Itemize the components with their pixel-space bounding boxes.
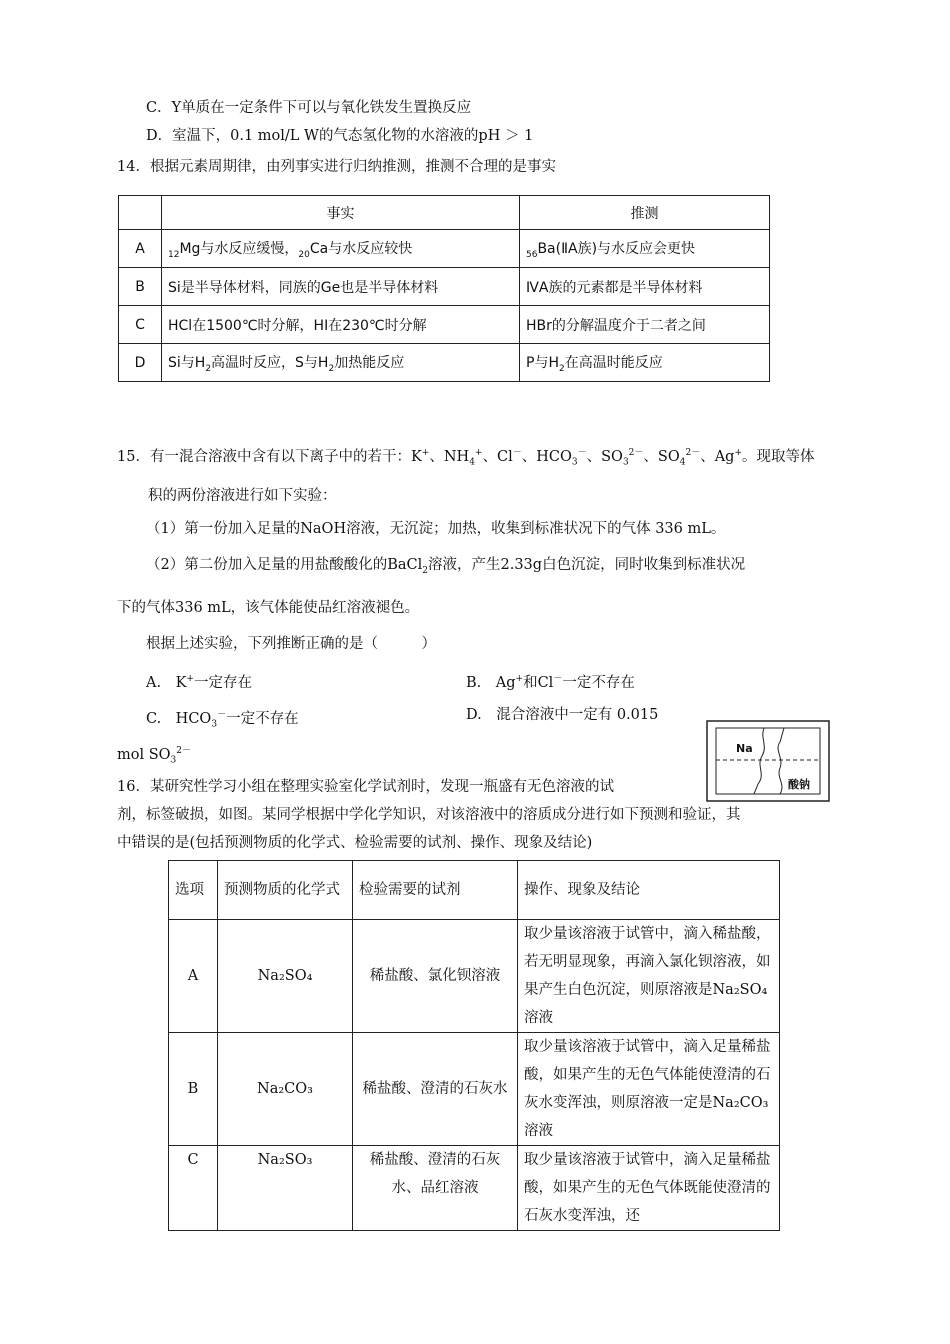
row-fact: Si与$H_2$高温时反应，S与$H_2$加热能反应 — [162, 344, 520, 382]
header-fact: 事实 — [162, 196, 520, 230]
row-guess: P与$H_2$在高温时能反应 — [520, 344, 770, 382]
table-row — [169, 1033, 780, 1146]
row-reagent: 稀盐酸、氯化钡溶液 — [353, 920, 518, 1033]
q14-table — [118, 195, 770, 382]
q15-experiment-1: （1）第一份加入足量的NaOH溶液，无沉淀；加热，收集到标准状况下的气体 336 mL。 — [146, 521, 726, 537]
header-formula: 预测物质的化学式 — [218, 861, 353, 920]
row-option: B — [169, 1033, 218, 1146]
q15-question: 根据上述实验，下列推断正确的是（ ） — [146, 636, 436, 652]
q15-option-a: A. K+一定存在 — [146, 674, 252, 691]
header-reagent: 检验需要的试剂 — [353, 861, 518, 920]
header-empty — [119, 196, 162, 230]
header-operation: 操作、现象及结论 — [518, 861, 780, 920]
label-fragment-left: Na — [736, 742, 753, 755]
row-operation: 取少量该溶液于试管中，滴入稀盐酸，若无明显现象，再滴入氯化钡溶液，如果产生白色沉淀，则原溶液是Na₂SO₄溶液 — [518, 920, 780, 1033]
row-option: D — [119, 344, 162, 382]
label-fragment-right: 酸钠 — [788, 778, 810, 791]
q15-experiment-2-cont: 下的气体336 mL，该气体能使品红溶液褪色。 — [117, 600, 420, 616]
row-formula: Na₂SO₃ — [218, 1146, 353, 1231]
row-option: C — [169, 1146, 218, 1231]
q15-stem-line2: 积的两份溶液进行如下实验： — [148, 488, 337, 504]
q15-option-c: C. $HCO_3^-$一定不存在 — [146, 710, 299, 730]
q16-stem-line1: 16．某研究性学习小组在整理实验室化学试剂时，发现一瓶盛有无色溶液的试 — [117, 779, 614, 795]
header-option: 选项 — [169, 861, 218, 920]
q15-option-d: D. 混合溶液中一定有 0.015 — [466, 707, 659, 723]
table-row — [119, 344, 770, 382]
q15-option-d-cont: mol $SO_3^{2-}$ — [117, 746, 192, 766]
table-header-row — [169, 861, 780, 920]
table-row — [119, 268, 770, 306]
row-option: A — [169, 920, 218, 1033]
q15-option-b: B. Ag+和Cl－一定不存在 — [466, 674, 635, 691]
row-guess: HBr的分解温度介于二者之间 — [520, 306, 770, 344]
row-formula: Na₂SO₄ — [218, 920, 353, 1033]
q14-stem: 14．根据元素周期律，由列事实进行归纳推测，推测不合理的是事实 — [117, 159, 556, 175]
torn-label-illustration — [706, 720, 830, 802]
table-row — [169, 1146, 780, 1231]
q15-stem: 15．有一混合溶液中含有以下离子中的若干：K+、$NH_4^+$、Cl－、$HCO_3^-$、$SO_3^{2-}$、$SO_4^{2-}$、Ag+。现取等体 — [117, 448, 815, 468]
row-fact: HCl在1500℃时分解，HI在230℃时分解 — [162, 306, 520, 344]
row-fact: Si是半导体材料，同族的Ge也是半导体材料 — [162, 268, 520, 306]
q16-stem-line3: 中错误的是(包括预测物质的化学式、检验需要的试剂、操作、现象及结论) — [117, 835, 593, 851]
broken-label-figure — [706, 720, 830, 802]
table-row — [119, 230, 770, 268]
row-option: B — [119, 268, 162, 306]
header-guess: 推测 — [520, 196, 770, 230]
row-option: A — [119, 230, 162, 268]
table-header-row — [119, 196, 770, 230]
table-row — [169, 920, 780, 1033]
q13-option-d: D．室温下，0.1 mol/L W的气态氢化物的水溶液的pH ＞ 1 — [146, 128, 534, 144]
row-operation: 取少量该溶液于试管中，滴入足量稀盐酸，如果产生的无色气体能使澄清的石灰水变浑浊，则原溶液一定是Na₂CO₃溶液 — [518, 1033, 780, 1146]
row-reagent: 稀盐酸、澄清的石灰水 — [353, 1033, 518, 1146]
row-fact: $_{12}$Mg与水反应缓慢，$_{20}$Ca与水反应较快 — [162, 230, 520, 268]
row-formula: Na₂CO₃ — [218, 1033, 353, 1146]
q15-experiment-2: （2）第二份加入足量的用盐酸酸化的BaCl$_2$溶液，产生2.33g白色沉淀，同时收集到标准状况 — [146, 557, 746, 576]
row-operation: 取少量该溶液于试管中，滴入足量稀盐酸，如果产生的无色气体既能使澄清的石灰水变浑浊，还 — [518, 1146, 780, 1231]
row-guess: $_{56}$Ba(ⅡA族)与水反应会更快 — [520, 230, 770, 268]
q16-table — [168, 860, 780, 1231]
row-reagent: 稀盐酸、澄清的石灰水、品红溶液 — [353, 1146, 518, 1231]
row-option: C — [119, 306, 162, 344]
row-guess: ⅣA族的元素都是半导体材料 — [520, 268, 770, 306]
table-row — [119, 306, 770, 344]
q16-stem-line2: 剂，标签破损，如图。某同学根据中学化学知识，对该溶液中的溶质成分进行如下预测和验证，其 — [117, 807, 741, 823]
q13-option-c: C．Y单质在一定条件下可以与氧化铁发生置换反应 — [146, 100, 472, 116]
